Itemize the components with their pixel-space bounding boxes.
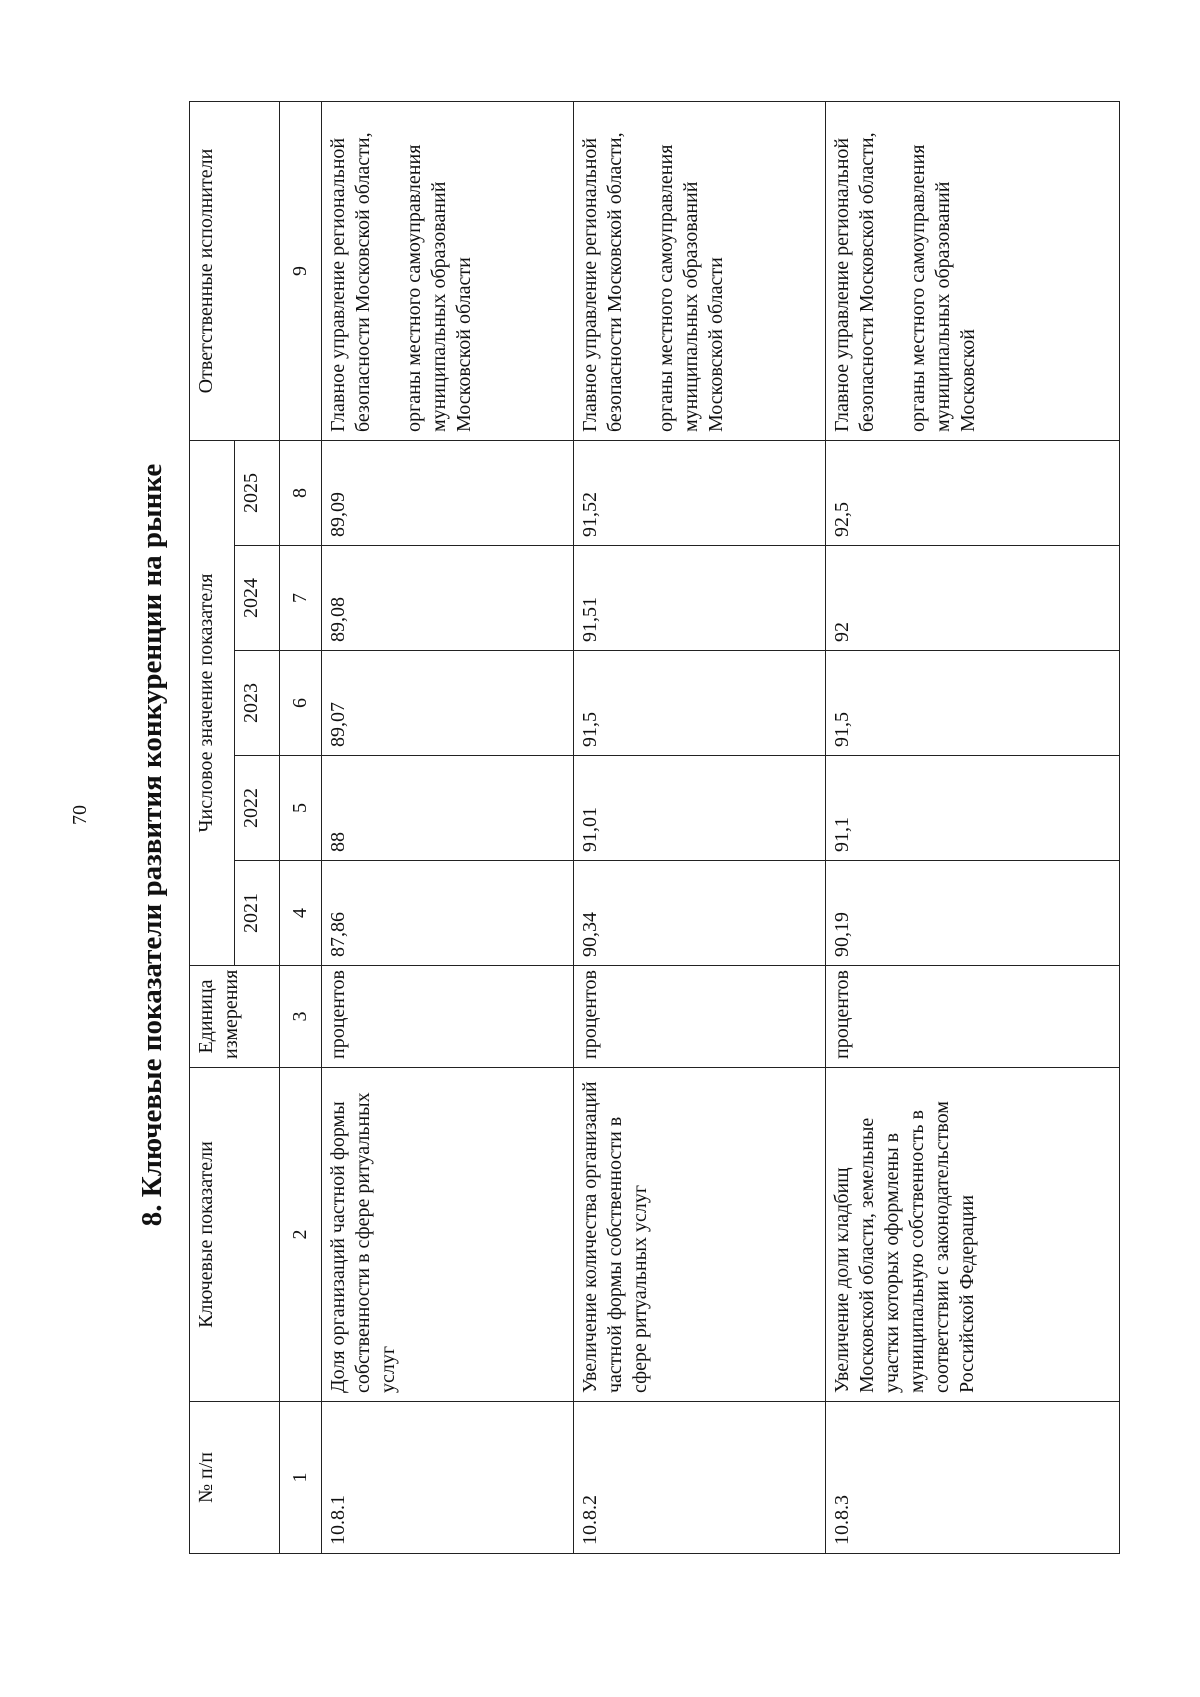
row-indicator: Увеличение доли кладбищ Московской области, земельные участки которых оформлены в муниципальную собственность в соответствии с законодательством Российской Федерации bbox=[826, 1068, 1120, 1402]
row-value-2024: 89,08 bbox=[322, 546, 574, 651]
column-number: 3 bbox=[280, 966, 322, 1068]
header-year: 2023 bbox=[235, 651, 280, 756]
header-indicator: Ключевые показатели bbox=[190, 1068, 280, 1402]
row-executors bbox=[826, 102, 1120, 441]
row-unit: процентов bbox=[322, 966, 574, 1068]
row-executors bbox=[574, 102, 826, 441]
column-number: 1 bbox=[280, 1402, 322, 1554]
column-number: 8 bbox=[280, 441, 322, 546]
executor-local: органы местного самоуправления муниципальных образований Московской bbox=[907, 144, 979, 432]
row-value-2025: 89,09 bbox=[322, 441, 574, 546]
column-number: 7 bbox=[280, 546, 322, 651]
row-value-2022: 91,01 bbox=[574, 756, 826, 861]
table-row bbox=[322, 102, 574, 1554]
row-value-2023: 91,5 bbox=[574, 651, 826, 756]
column-number: 5 bbox=[280, 756, 322, 861]
column-number: 2 bbox=[280, 1068, 322, 1402]
executor-local: органы местного самоуправления муниципальных образований Московской области bbox=[655, 144, 727, 432]
row-number: 10.8.2 bbox=[574, 1402, 826, 1554]
column-number: 4 bbox=[280, 861, 322, 966]
row-value-2024: 92 bbox=[826, 546, 1120, 651]
header-no: № п/п bbox=[190, 1402, 280, 1554]
header-executors: Ответственные исполнители bbox=[190, 102, 280, 441]
row-value-2021: 90,34 bbox=[574, 861, 826, 966]
page-number: 70 bbox=[69, 805, 91, 825]
row-unit: процентов bbox=[826, 966, 1120, 1068]
column-number-row bbox=[280, 102, 322, 1554]
kpi-table bbox=[189, 101, 1120, 1554]
rotated-table-container bbox=[189, 102, 1119, 1554]
row-value-2023: 89,07 bbox=[322, 651, 574, 756]
header-row-top bbox=[190, 102, 235, 1554]
row-value-2024: 91,51 bbox=[574, 546, 826, 651]
header-unit: Единица измерения bbox=[190, 966, 280, 1068]
header-year: 2025 bbox=[235, 441, 280, 546]
row-number: 10.8.3 bbox=[826, 1402, 1120, 1554]
row-value-2022: 88 bbox=[322, 756, 574, 861]
executor-main: Главное управление региональной безопасности Московской области, bbox=[327, 132, 374, 432]
executor-local: органы местного самоуправления муниципальных образований Московской области bbox=[403, 144, 475, 432]
executor-main: Главное управление региональной безопасности Московской области, bbox=[831, 132, 878, 432]
table-row bbox=[574, 102, 826, 1554]
table-row bbox=[826, 102, 1120, 1554]
header-year: 2021 bbox=[235, 861, 280, 966]
row-number: 10.8.1 bbox=[322, 1402, 574, 1554]
header-year: 2024 bbox=[235, 546, 280, 651]
column-number: 9 bbox=[280, 102, 322, 441]
row-value-2022: 91,1 bbox=[826, 756, 1120, 861]
row-unit: процентов bbox=[574, 966, 826, 1068]
header-year: 2022 bbox=[235, 756, 280, 861]
row-executors bbox=[322, 102, 574, 441]
row-value-2021: 87,86 bbox=[322, 861, 574, 966]
executor-main: Главное управление региональной безопасности Московской области, bbox=[579, 132, 626, 432]
row-indicator: Доля организаций частной формы собственности в сфере ритуальных услуг bbox=[322, 1068, 574, 1402]
row-value-2023: 91,5 bbox=[826, 651, 1120, 756]
row-value-2021: 90,19 bbox=[826, 861, 1120, 966]
header-values-group: Числовое значение показателя bbox=[190, 441, 235, 966]
row-value-2025: 92,5 bbox=[826, 441, 1120, 546]
row-value-2025: 91,52 bbox=[574, 441, 826, 546]
row-indicator: Увеличение количества организаций частной формы собственности в сфере ритуальных услуг bbox=[574, 1068, 826, 1402]
section-title: 8. Ключевые показатели развития конкуренции на рынке bbox=[136, 463, 168, 1227]
column-number: 6 bbox=[280, 651, 322, 756]
